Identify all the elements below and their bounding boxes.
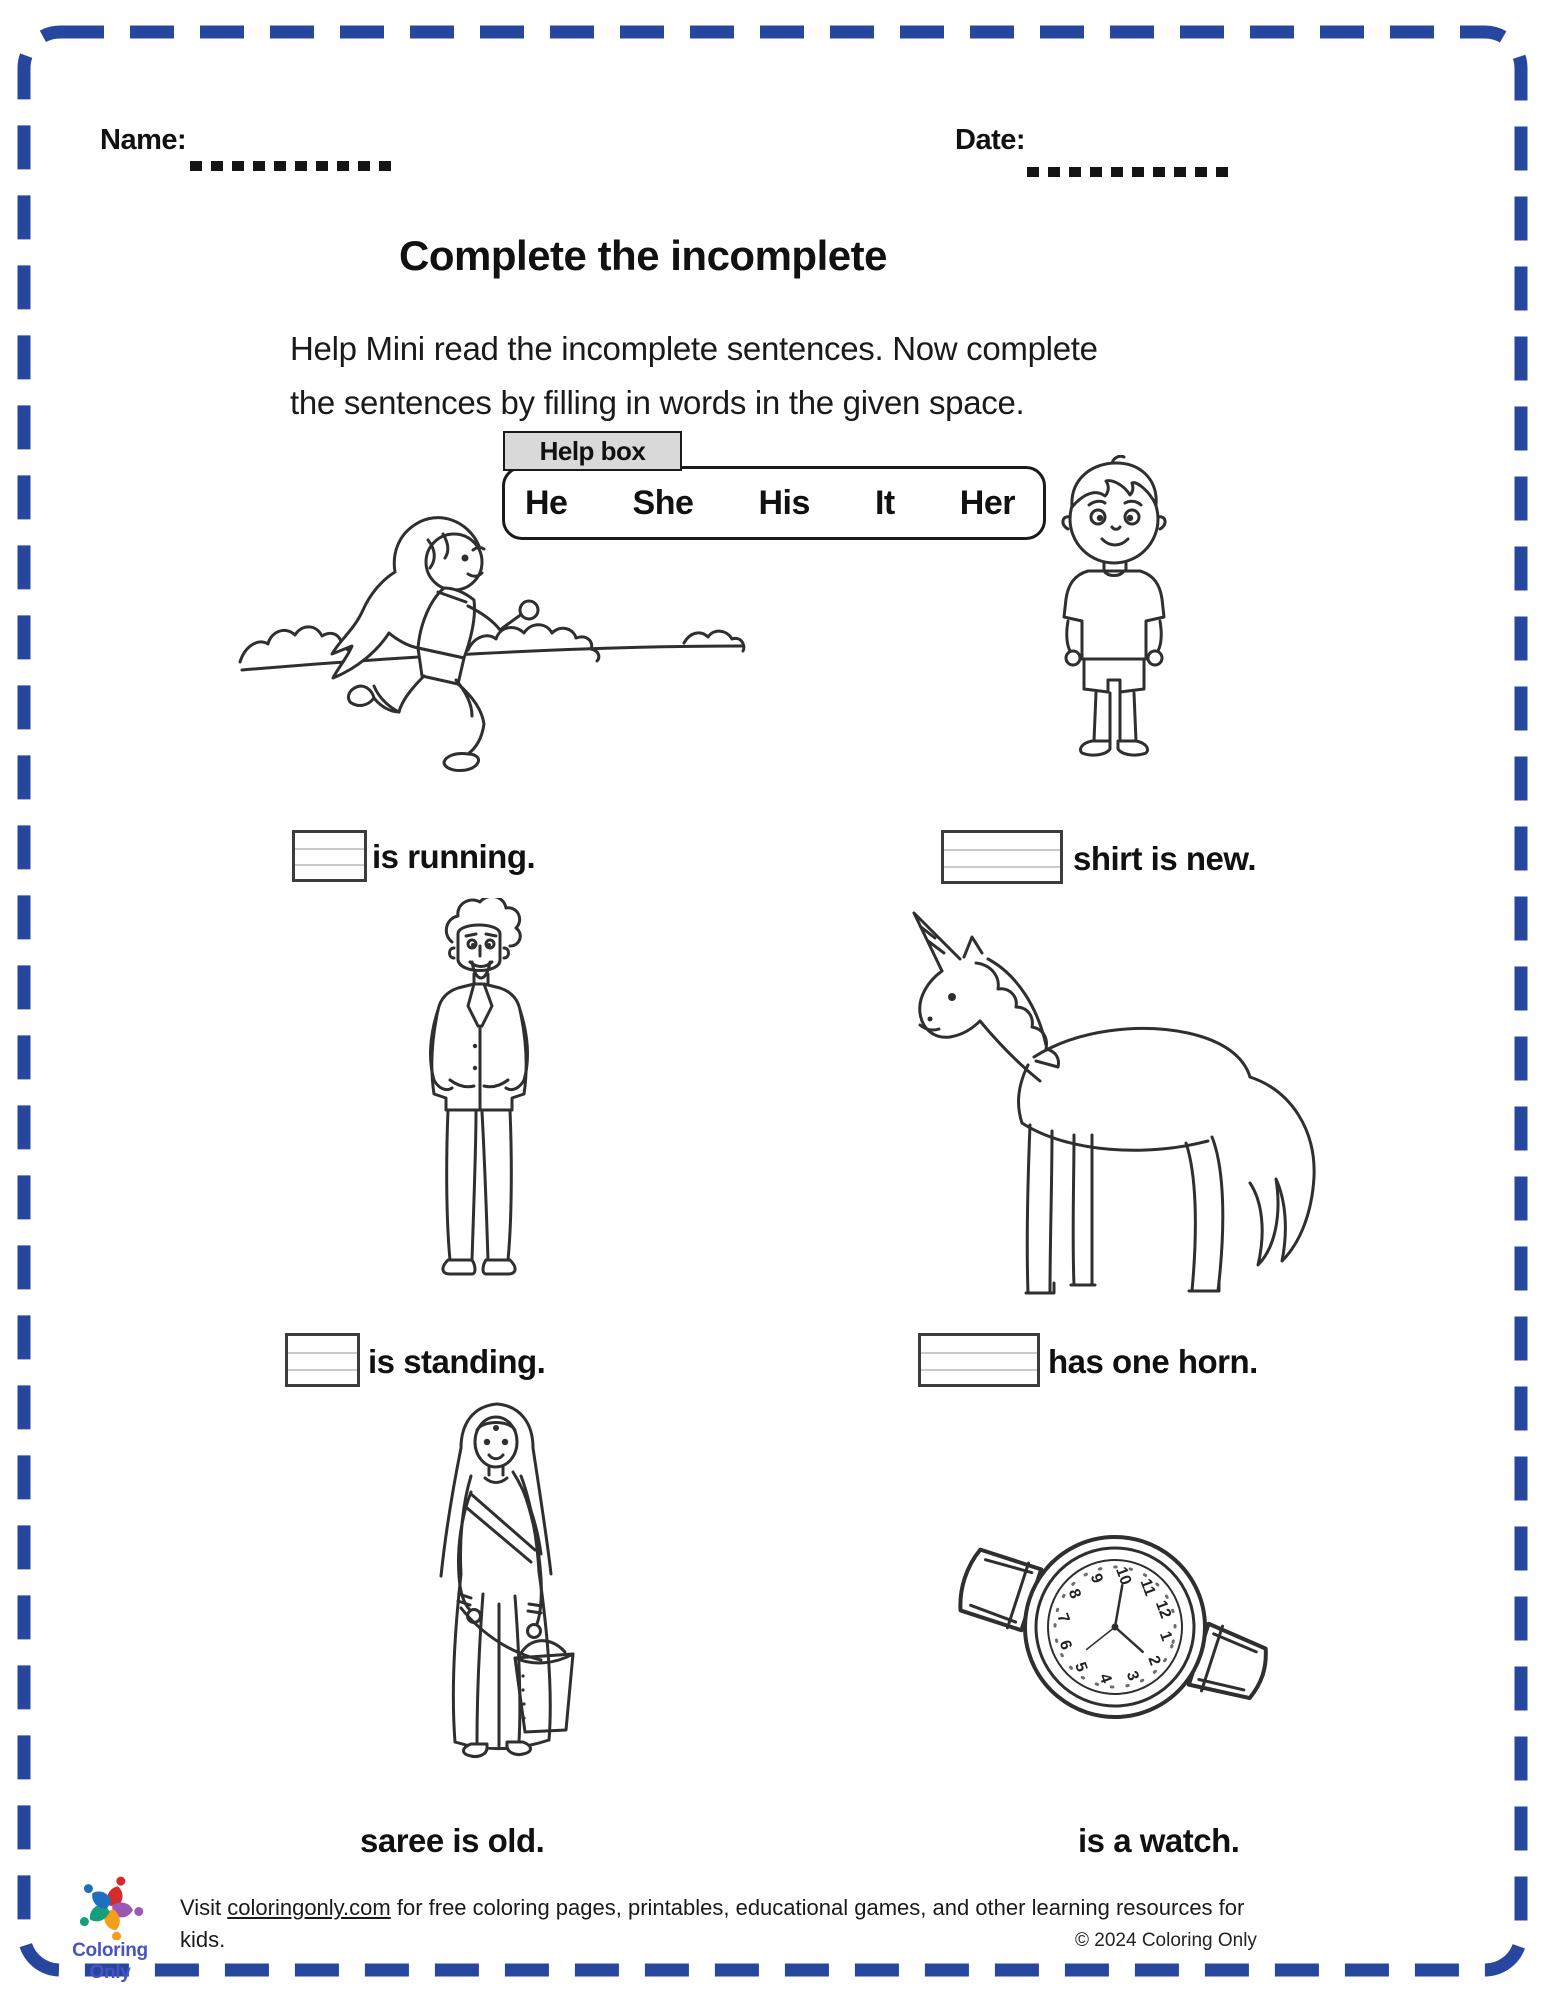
guide-line — [295, 848, 364, 850]
watch-dial-number: 1 — [1156, 1629, 1176, 1644]
old-man-standing-illustration — [412, 898, 546, 1298]
exercise-sentence: is running. — [372, 838, 536, 875]
coloringonly-link[interactable]: coloringonly.com — [227, 1895, 391, 1920]
guide-line — [288, 1352, 357, 1354]
name-write-line[interactable] — [190, 161, 398, 171]
guide-line — [295, 864, 364, 866]
answer-blank[interactable] — [941, 830, 1063, 884]
footer-note-prefix: Visit — [180, 1895, 228, 1920]
watch-dial-number: 3 — [1122, 1668, 1142, 1684]
watch-dial-number: 9 — [1086, 1571, 1106, 1586]
watch-dial-number: 8 — [1064, 1586, 1084, 1601]
guide-line — [944, 866, 1060, 868]
logo-text: Coloring Only — [72, 1940, 148, 1983]
answer-blank[interactable] — [292, 830, 367, 882]
exercise-sentence: has one horn. — [1048, 1343, 1258, 1380]
help-word: His — [758, 483, 810, 522]
help-box — [502, 466, 1046, 540]
watch-dial-number: 5 — [1071, 1660, 1091, 1675]
wrist-watch-illustration — [955, 1505, 1275, 1750]
watch-dial-number: 11 — [1136, 1576, 1159, 1599]
help-word: It — [874, 483, 895, 522]
watch-dial-number: 4 — [1095, 1671, 1115, 1686]
footer-note-suffix: for free coloring pages, printables, educational games, and other learning resources for — [390, 1895, 1245, 1920]
answer-blank[interactable] — [285, 1333, 360, 1387]
exercise-sentence: is a watch. — [1078, 1822, 1240, 1859]
girl-running-illustration — [232, 500, 752, 790]
instructions — [290, 322, 1098, 430]
watch-dial-number: 2 — [1144, 1653, 1164, 1668]
date-write-line[interactable] — [1027, 167, 1237, 177]
unicorn-illustration — [878, 905, 1348, 1310]
watch-dial-number: 10 — [1112, 1564, 1135, 1588]
instruction-line-2: the sentences by filling in words in the given space. — [290, 384, 1025, 421]
coloring-only-star-logo-icon — [70, 1872, 150, 1940]
guide-line — [288, 1369, 357, 1371]
copyright-text: © 2024 Coloring Only — [1075, 1930, 1257, 1951]
instruction-line-1: Help Mini read the incomplete sentences. Now complete — [290, 330, 1098, 367]
date-label: Date: — [955, 124, 1026, 156]
exercise-sentence: shirt is new. — [1073, 840, 1256, 877]
watch-dial-number: 12 — [1151, 1598, 1174, 1621]
footer-note-line-2: kids. — [180, 1927, 226, 1952]
footer-note-line-1 — [180, 1892, 1244, 1924]
help-box-label: Help box — [503, 431, 682, 471]
name-label: Name: — [100, 124, 187, 156]
help-word: He — [525, 483, 568, 522]
page-title: Complete the incomplete — [399, 232, 887, 279]
watch-dial-number: 7 — [1053, 1611, 1073, 1626]
exercise-sentence: saree is old. — [360, 1822, 545, 1859]
help-word: Her — [959, 483, 1015, 522]
woman-in-saree-illustration — [415, 1398, 580, 1763]
boy-standing-illustration — [1048, 455, 1180, 785]
help-word: She — [632, 483, 694, 522]
watch-dial-number: 6 — [1055, 1638, 1075, 1653]
answer-blank[interactable] — [918, 1333, 1040, 1387]
guide-line — [944, 849, 1060, 851]
guide-line — [921, 1352, 1037, 1354]
guide-line — [921, 1369, 1037, 1371]
exercise-sentence: is standing. — [368, 1343, 546, 1380]
